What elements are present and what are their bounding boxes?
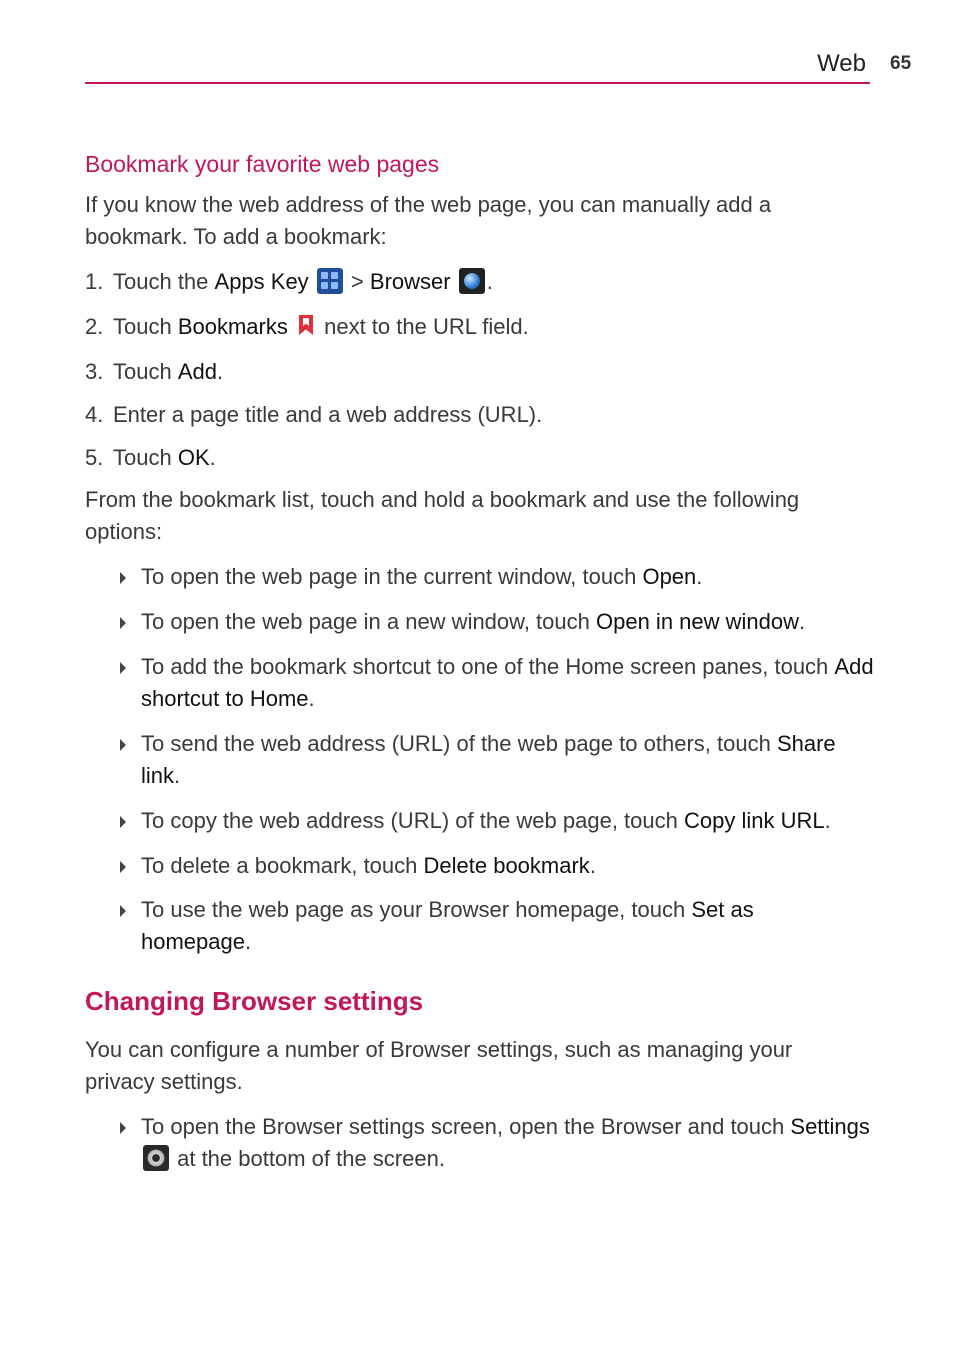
- step-5: 5. Touch OK.: [85, 445, 216, 470]
- option-item: To copy the web address (URL) of the web page, touch Copy link URL.: [120, 805, 880, 837]
- settings-intro: You can configure a number of Browser settings, such as managing your privacy settings.: [85, 1037, 793, 1094]
- bullet-arrow-icon: [120, 617, 126, 629]
- bullet-arrow-icon: [120, 905, 126, 917]
- bookmark-intro: If you know the web address of the web page, you can manually add a bookmark. To add a bookmark:: [85, 192, 772, 249]
- bullet-arrow-icon: [120, 816, 126, 828]
- option-item: To add the bookmark shortcut to one of the Home screen panes, touch Add shortcut to Home.: [120, 651, 880, 715]
- bullet-arrow-icon: [120, 739, 126, 751]
- option-item: To open the web page in the current window, touch Open.: [120, 561, 880, 593]
- apps-key-icon: [317, 268, 343, 294]
- bookmark-heading: Bookmark your favorite web pages: [85, 151, 440, 177]
- page-header: [85, 48, 870, 84]
- option-item: To use the web page as your Browser homepage, touch Set as homepage.: [120, 894, 820, 958]
- step-3: 3. Touch Add.: [85, 359, 224, 384]
- settings-icon: [143, 1145, 169, 1171]
- settings-bullet: To open the Browser settings screen, open the Browser and touch Settings at the bottom of the screen.: [120, 1111, 880, 1175]
- step-1: 1. Touch the Apps Key > Browser .: [85, 269, 493, 294]
- options-intro: From the bookmark list, touch and hold a bookmark and use the following options:: [85, 487, 800, 544]
- option-item: To send the web address (URL) of the web page to others, touch Share link.: [120, 728, 880, 792]
- browser-icon: [459, 268, 485, 294]
- page-number: 65: [890, 53, 912, 74]
- section-title: Web: [817, 50, 866, 77]
- bookmark-icon: [296, 313, 316, 339]
- settings-heading: Changing Browser settings: [85, 986, 424, 1016]
- option-item: To open the web page in a new window, touch Open in new window.: [120, 606, 880, 638]
- bullet-arrow-icon: [120, 861, 126, 873]
- bullet-arrow-icon: [120, 1122, 126, 1134]
- option-item: To delete a bookmark, touch Delete bookmark.: [120, 850, 880, 882]
- bullet-arrow-icon: [120, 572, 126, 584]
- step-4: 4. Enter a page title and a web address (URL).: [85, 402, 543, 427]
- step-2: 2. Touch Bookmarks next to the URL field.: [85, 314, 529, 339]
- bullet-arrow-icon: [120, 662, 126, 674]
